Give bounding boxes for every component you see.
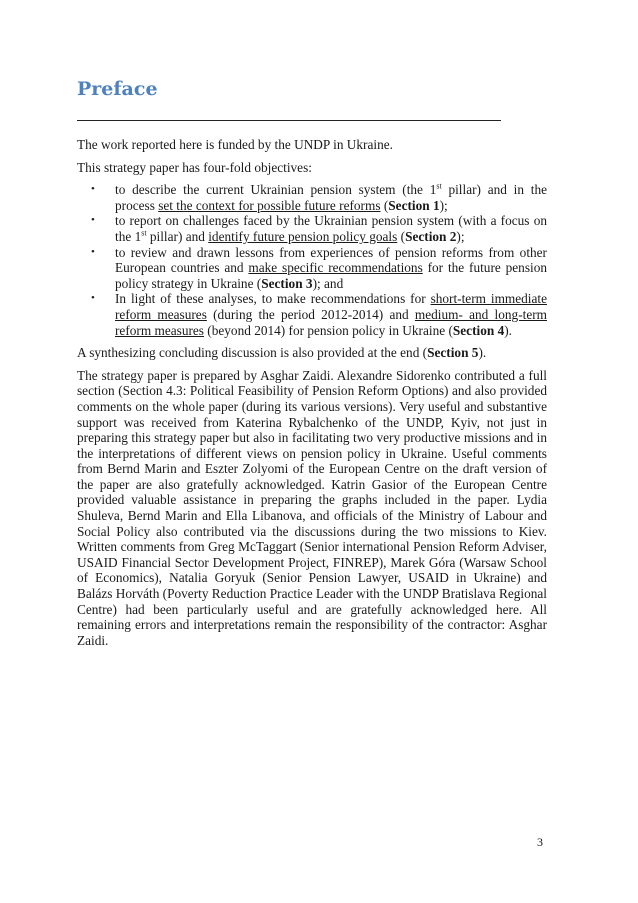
section-reference: Section 3: [261, 275, 313, 291]
section-reference: Section 5: [427, 345, 479, 361]
list-item: • to report on challenges faced by the Ukrainian pension system (with a focus on the 1st pillar) and identify future pension policy goals (Section 2);: [91, 213, 547, 244]
bullet-icon: •: [91, 183, 95, 196]
underlined-phrase: short-term immediate reform measures: [115, 291, 547, 322]
section-reference: Section 2: [405, 228, 457, 244]
bullet-icon: •: [91, 214, 95, 227]
bullet-icon: •: [91, 292, 95, 305]
underlined-phrase: medium- and long-term reform measures: [115, 306, 547, 338]
page-number: 3: [537, 835, 543, 849]
section-reference: Section 4: [452, 322, 505, 338]
underlined-phrase: identify future pension policy goals: [208, 228, 398, 244]
underlined-phrase: make specific recommendations: [248, 260, 423, 276]
objectives-list: [77, 182, 547, 338]
list-item: • to describe the current Ukrainian pension system (the 1st pillar) and in the process set the context for possible future reforms (Section 1);: [91, 181, 547, 213]
underlined-phrase: set the context for possible future reforms: [158, 197, 381, 213]
list-item: • In light of these analyses, to make recommendations for short-term immediate reform measures (during the period 2012-2014) and medium- and long-term reform measures (beyond 2014) for pension policy in Ukraine (Section 4).: [91, 291, 547, 338]
bullet-icon: •: [91, 245, 95, 258]
list-item: • to review and drawn lessons from experiences of pension reforms from other European countries and make specific recommendations for the future pension policy strategy in Ukraine (Section 3); and: [91, 244, 547, 291]
synthesis-paragraph: A synthesizing concluding discussion is also provided at the end (Section 5).: [77, 345, 487, 361]
intro-paragraph-funding: The work reported here is funded by the UNDP in Ukraine.: [77, 137, 393, 152]
page-title: Preface: [77, 78, 158, 100]
document-body: [77, 137, 547, 655]
heading-divider: [77, 120, 501, 121]
intro-paragraph-objectives: This strategy paper has four-fold objectives:: [77, 159, 312, 175]
section-reference: Section 1: [388, 197, 440, 213]
acknowledgements-paragraph: The strategy paper is prepared by Asghar Zaidi. Alexandre Sidorenko contributed a full section (Section 4.3: Political Feasibility of Pension Reform Options) and also provided comments on the whole paper (during its various versions). Very useful and substantive support was received from Katerina Rybalchenko of the UNDP, Kyiv, not just in preparing this strategy paper but also in facilitating two very productive missions and in the interpretations of different views on pension policy in Ukraine. Useful comments from Bernd Marin and Eszter Zolyomi of the European Centre on the draft version of the paper are also gratefully acknowledged. Katrin Gasior of the European Centre provided valuable assistance in preparing the graphs included in the paper. Lydia Shuleva, Bernd Marin and Ella Libanova, and officials of the Ministry of Labour and Social Policy also contributed via the discussions during the two missions to Kiev. Written comments from Greg McTaggart (Senior international Pension Reform Adviser, USAID Financial Sector Development Project, FINREP), Marek Góra (Warsaw School of Economics), Natalia Goryuk (Senior Pension Lawyer, USAID in Ukraine) and Balázs Horváth (Poverty Reduction Practice Leader with the UNDP Bratislava Regional Centre) had been particularly useful and are gratefully acknowledged here. All remaining errors and interpretations remain the responsibility of the contractor: Asghar Zaidi.: [77, 367, 547, 648]
